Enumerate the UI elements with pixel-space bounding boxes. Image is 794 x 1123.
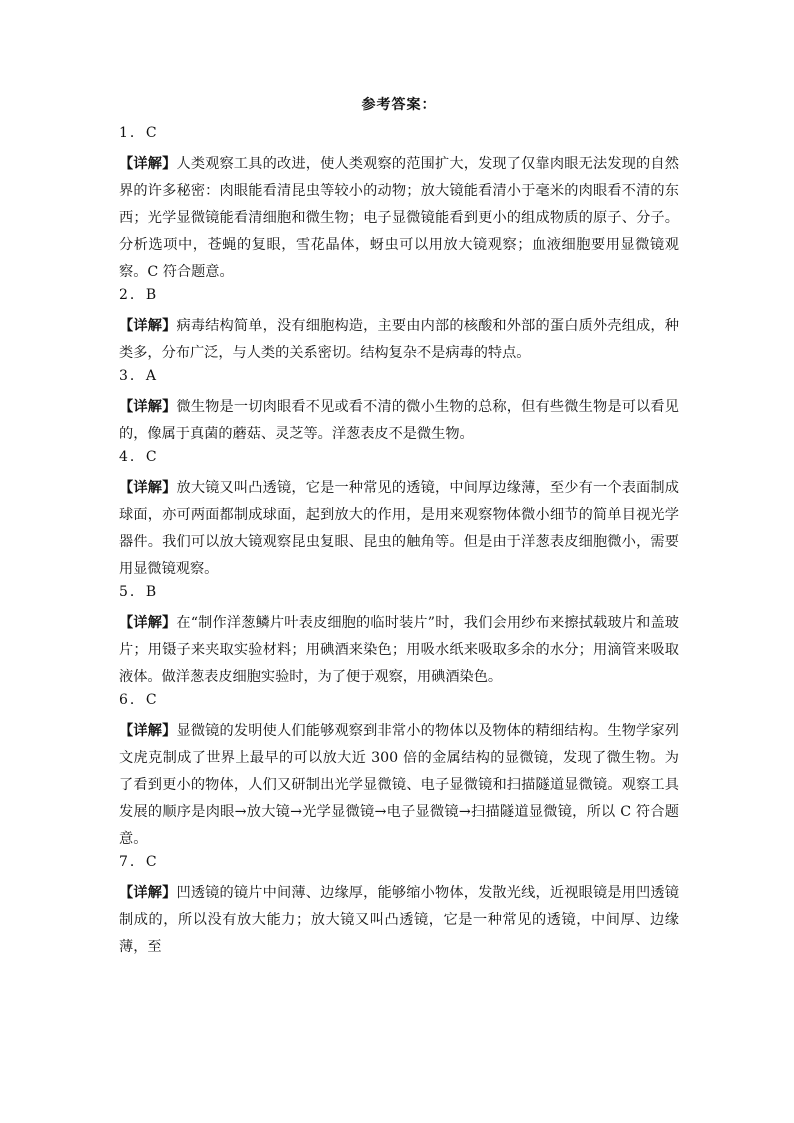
explanation <box>119 718 679 853</box>
explanation <box>119 880 679 961</box>
question-number: 1．C <box>119 125 159 141</box>
explanation-text: 人类观察工具的改进，使人类观察的范围扩大，发现了仅靠肉眼无法发现的自然界的许多秘密：肉眼能看清昆虫等较小的动物；放大镜能看清小于毫米的肉眼看不清的东西；光学显微镜能看清细胞和微生物；电子显微镜能看到更小的组成物质的原子、分子。分析选项中，苍蝇的复眼，雪花晶体，蚜虫可以用放大镜观察；血液细胞要用显微镜观察。C 符合题意。 <box>119 156 679 280</box>
explanation <box>119 151 679 286</box>
question-number: 5．B <box>119 584 159 600</box>
explanation <box>119 610 679 691</box>
page-title: 参考答案： <box>361 97 437 113</box>
explanation-text: 显微镜的发明使人们能够观察到非常小的物体以及物体的精细结构。生物学家列文虎克制成了世界上最早的可以放大近 300 倍的金属结构的显微镜，发现了微生物。为了看到更小的物体，人们又研制出光学显微镜、电子显微镜和扫描隧道显微镜。观察工具发展的顺序是肉眼→放大镜→光学显微镜→电子显微镜→扫描隧道显微镜，所以 C 符合题意。 <box>119 723 679 847</box>
explanation-tag: 【详解】 <box>119 399 177 415</box>
explanation-tag: 【详解】 <box>119 318 177 334</box>
answer-item-3 <box>119 367 679 448</box>
explanation <box>119 313 679 367</box>
answer-item-5 <box>119 583 679 691</box>
explanation-tag: 【详解】 <box>119 156 177 172</box>
explanation-tag: 【详解】 <box>119 723 177 739</box>
question-number: 7．C <box>119 854 159 870</box>
explanation-tag: 【详解】 <box>119 885 177 901</box>
answer-item-7 <box>119 853 679 961</box>
answer-item-6 <box>119 691 679 853</box>
question-number: 4．C <box>119 449 159 465</box>
question-number: 2．B <box>119 287 159 303</box>
explanation-tag: 【详解】 <box>119 480 177 496</box>
explanation <box>119 475 679 583</box>
answer-item-1 <box>119 124 679 286</box>
answer-page <box>119 96 679 961</box>
explanation-tag: 【详解】 <box>119 615 177 631</box>
explanation <box>119 394 679 448</box>
explanation-text: 在“制作洋葱鳞片叶表皮细胞的临时装片”时，我们会用纱布来擦拭载玻片和盖玻片；用镊子来夹取实验材料；用碘酒来染色；用吸水纸来吸取多余的水分；用滴管来吸取液体。做洋葱表皮细胞实验时，为了便于观察，用碘酒染色。 <box>119 615 679 685</box>
explanation-text: 病毒结构简单，没有细胞构造，主要由内部的核酸和外部的蛋白质外壳组成，种类多，分布广泛，与人类的关系密切。结构复杂不是病毒的特点。 <box>119 318 679 361</box>
explanation-text: 放大镜又叫凸透镜，它是一种常见的透镜，中间厚边缘薄，至少有一个表面制成球面，亦可两面都制成球面，起到放大的作用，是用来观察物体微小细节的简单目视光学器件。我们可以放大镜观察昆虫复眼、昆虫的触角等。但是由于洋葱表皮细胞微小，需要用显微镜观察。 <box>119 480 679 577</box>
explanation-text: 凹透镜的镜片中间薄、边缘厚，能够缩小物体，发散光线，近视眼镜是用凹透镜制成的，所以没有放大能力；放大镜又叫凸透镜，它是一种常见的透镜，中间厚、边缘薄，至 <box>119 885 679 955</box>
question-number: 3．A <box>119 368 159 384</box>
question-number: 6．C <box>119 692 159 708</box>
explanation-text: 微生物是一切肉眼看不见或看不清的微小生物的总称，但有些微生物是可以看见的，像属于真菌的蘑菇、灵芝等。洋葱表皮不是微生物。 <box>119 399 679 442</box>
answer-item-4 <box>119 448 679 583</box>
answer-item-2 <box>119 286 679 367</box>
